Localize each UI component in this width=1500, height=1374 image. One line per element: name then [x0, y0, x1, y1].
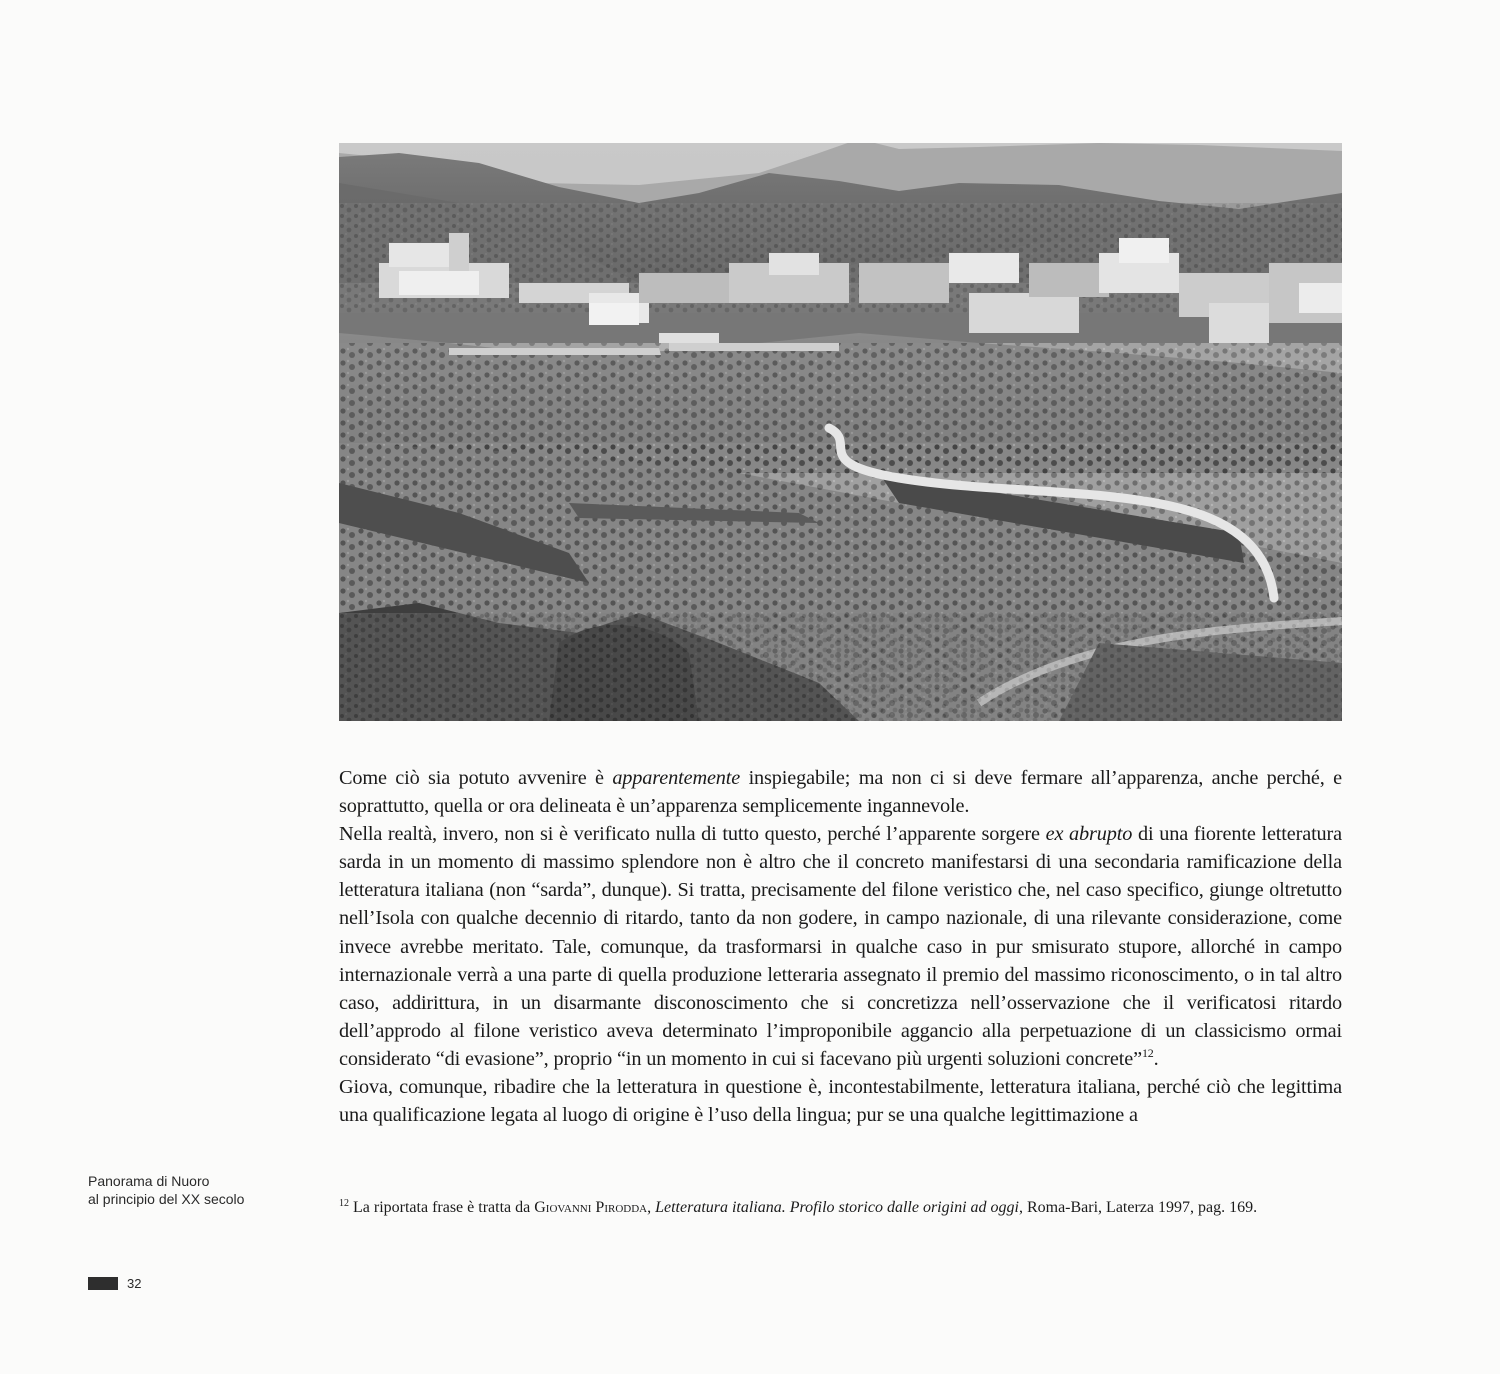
- paragraph-2-end: .: [1153, 1047, 1159, 1070]
- caption-line-2: al principio del XX secolo: [88, 1191, 245, 1207]
- paragraph-1: [339, 764, 1342, 820]
- paragraph-2-text-a: Nella realtà, invero, non si è verificato nulla di tutto questo, perché l’apparente sorgere: [339, 823, 1046, 846]
- paragraph-1-text-a: Come ciò sia potuto avvenire è: [339, 767, 613, 789]
- footnote-number: 12: [339, 1198, 349, 1209]
- panorama-photo: [339, 143, 1342, 721]
- footnote: [339, 1197, 1342, 1219]
- footnote-text-c: , Roma-Bari, Laterza 1997, pag. 169.: [1018, 1199, 1258, 1216]
- paragraph-1-text-b: inspiegabile; ma non ci si deve fermare all’apparenza, anche perché, e soprattutto, quella or ora delineata è un’apparenza semplicemente ingannevole.: [339, 767, 1342, 818]
- page-number-bar: [88, 1277, 118, 1290]
- footnote-author: Giovanni Pirodda: [534, 1199, 648, 1216]
- paragraph-2-text-b: di una fiorente letteratura sarda in un momento di massimo splendore non è altro che il concreto manifestarsi di una secondaria ramificazione della letteratura italiana (non “sarda”, dunque). Si tratta, precisamente del filone veristico che, nel caso specifico, giunge oltretutto nell’Isola con qualche decennio di ritardo, tanto da non godere, in campo nazionale, di una rilevante considerazione, come invece avrebbe meritato. Tale, comunque, da trasformarsi in qualche caso in pur smisurato stupore, allorché in campo internazionale verrà a una parte di quella produzione letteraria assegnato il premio del massimo riconoscimento, o in tal altro caso, addirittura, in un disarmante disconoscimento che si concretizza nell’osservazione che il verificatosi ritardo dell’approdo al filone veristico aveva determinato l’improponibile aggancio alla perpetuazione di un classicismo ormai considerato “di evasione”, proprio “in un momento in cui si facevano più urgenti soluzioni concrete”: [339, 823, 1343, 1070]
- footnote-text-b: ,: [647, 1199, 656, 1216]
- footnote-reference[interactable]: 12: [1141, 1045, 1154, 1060]
- paragraph-2-emphasis: ex abrupto: [1045, 823, 1133, 846]
- photo-caption: [88, 1172, 308, 1208]
- paragraph-1-emphasis: apparentemente: [612, 767, 741, 789]
- footnote-title: Letteratura italiana. Profilo storico dalle origini ad oggi: [655, 1199, 1019, 1216]
- body-text: [339, 764, 1342, 1129]
- page-number: 32: [127, 1276, 142, 1291]
- paragraph-2: [339, 820, 1342, 1073]
- footnote-text-a: La riportata frase è tratta da: [349, 1199, 535, 1216]
- paragraph-3: Giova, comunque, ribadire che la letteratura in questione è, incontestabilmente, letteratura italiana, perché ciò che legittima una qualificazione legata al luogo di origine è l’uso della lingua; pur se una qualche legittimazione a: [339, 1076, 1342, 1127]
- panorama-image: [339, 143, 1342, 721]
- caption-line-1: Panorama di Nuoro: [88, 1173, 210, 1189]
